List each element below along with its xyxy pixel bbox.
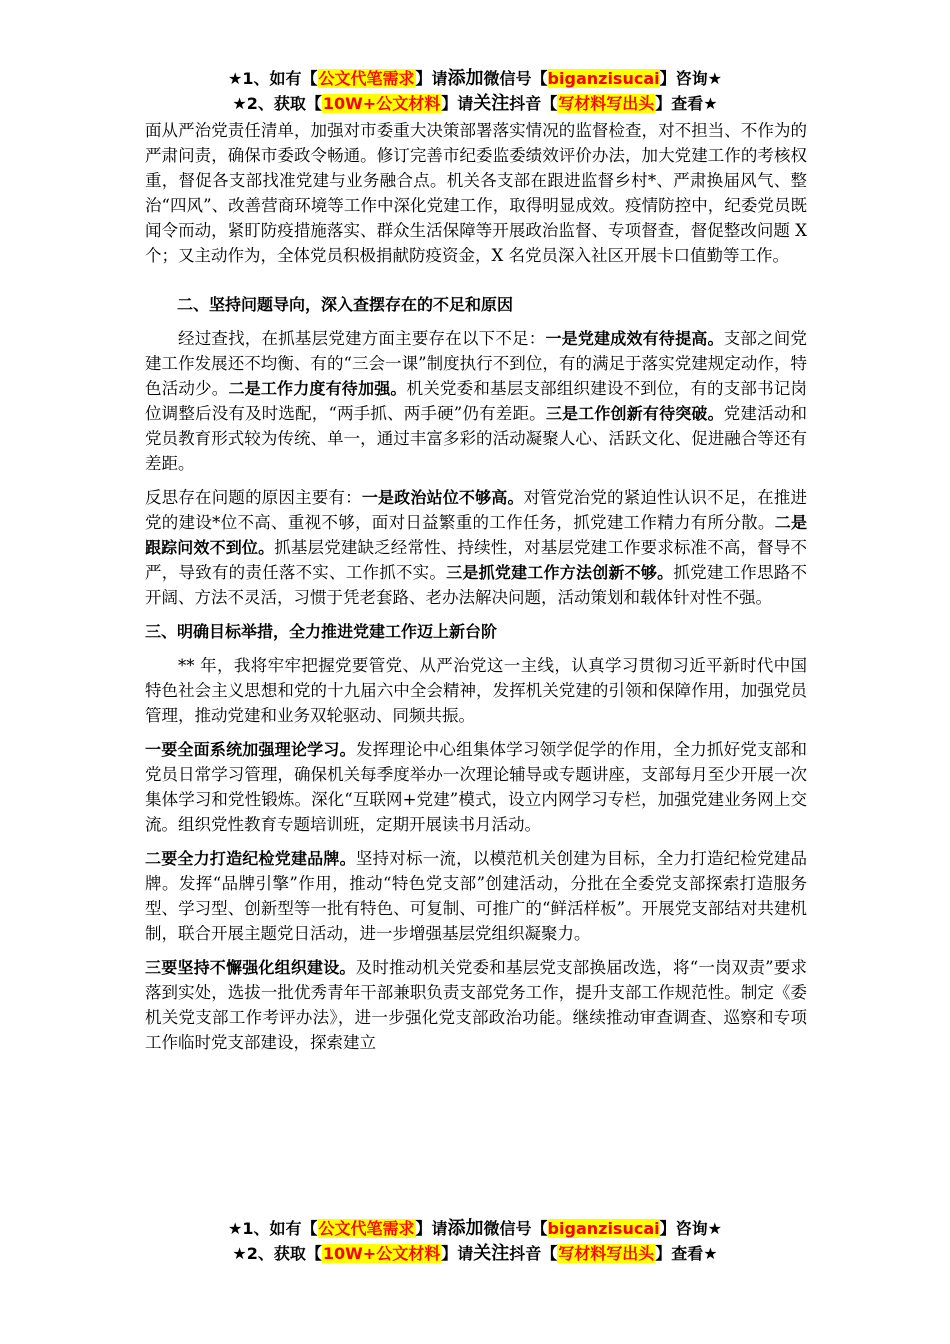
bottom-banner: [0, 1216, 950, 1266]
text: 经过查找，在抓基层党建方面主要存在以下不足：: [178, 329, 546, 348]
highlight-douyin: 写材料写出头: [558, 94, 655, 113]
highlight-wechat-id: biganzisucai: [547, 69, 660, 88]
banner-text: 】请: [415, 69, 448, 88]
banner-line-2: [0, 91, 950, 116]
top-banner: [0, 66, 950, 116]
banner-text: 】请: [415, 1219, 448, 1238]
bold-point: 二是工作力度有待加强。: [228, 379, 407, 398]
bold-point: 一要全面系统加强理论学习。: [145, 740, 356, 759]
text: 党建活动和党员教育形式较为传统、单一，通过丰富多彩的活动凝聚人心、活跃文化、促进融合等还有差距。: [145, 404, 808, 473]
banner-emphasis: 关注: [473, 93, 510, 114]
paragraph-4: ** 年，我将牢牢把握党要管党、从严治党这一主线，认真学习贯彻习近平新时代中国特色社会主义思想和党的十九届六中全会精神，发挥机关党建的引领和保障作用，加强党员管理，推动党建和业务双轮驱动、同频共振。: [145, 656, 807, 725]
paragraph-6: [145, 846, 807, 946]
section-heading-2: 二、坚持问题导向，深入查摆存在的不足和原因: [177, 295, 514, 314]
banner-text: 抖音【: [509, 94, 558, 113]
bold-point: 一是政治站位不够高。: [361, 488, 524, 507]
banner-line-2: [0, 1241, 950, 1266]
banner-text: ★2、获取【: [232, 1244, 322, 1263]
banner-text: 微信号【: [483, 69, 548, 88]
text: 反思存在问题的原因主要有：: [145, 488, 362, 507]
text: 发挥理论中心组集体学习领学促学的作用，全力抓好党支部和党员日常学习管理，确保机关每季度举办一次理论辅导或专题讲座，支部每月至少开展一次集体学习和党性锻炼。深化“互联网+党建”模式，设立内网学习专栏，加强党建业务网上交流。组织党性教育专题培训班，定期开展读书月活动。: [145, 740, 808, 834]
highlight-douyin: 写材料写出头: [558, 1244, 655, 1263]
banner-text: 】查看★: [655, 94, 718, 113]
banner-line-1: [0, 66, 950, 91]
paragraph-2: [145, 326, 807, 476]
banner-text: ★1、如有【: [228, 69, 318, 88]
banner-text: ★2、获取【: [232, 94, 322, 113]
highlight-materials: 10W+公文材料: [322, 1244, 441, 1263]
banner-text: 抖音【: [509, 1244, 558, 1263]
banner-text: 】查看★: [655, 1244, 718, 1263]
bold-point: 三是工作创新有待突破。: [545, 404, 724, 423]
banner-text: 】咨询★: [659, 1219, 722, 1238]
document-body: [145, 118, 807, 1055]
highlight-ghostwriting: 公文代笔需求: [318, 69, 415, 88]
paragraph-7: [145, 955, 807, 1055]
banner-line-1: [0, 1216, 950, 1241]
text: 对管党治党的紧迫性认识不足，在推进党的建设*位不高、重视不够，面对日益繁重的工作任务，抓党建工作精力有所分散。: [145, 488, 807, 532]
bold-point: 一是党建成效有待提高。: [545, 329, 724, 348]
banner-text: 】请: [441, 94, 474, 113]
bold-point: 二是跟踪问效不到位。: [145, 513, 807, 557]
text: 支部之间党建工作发展还不均衡、有的“三会一课”制度执行不到位，有的满足于落实党建规定动作，特色活动少。: [145, 329, 807, 398]
banner-text: 】咨询★: [659, 69, 722, 88]
section-heading-3: 三、明确目标举措，全力推进党建工作迈上新台阶: [145, 622, 498, 641]
highlight-ghostwriting: 公文代笔需求: [318, 1219, 415, 1238]
highlight-materials: 10W+公文材料: [322, 94, 441, 113]
text: 抓基层党建缺乏经常性、持续性，对基层党建工作要求标准不高，督导不严，导致有的责任落不实、工作抓不实。: [145, 538, 807, 582]
paragraph-5: [145, 737, 807, 837]
bold-point: 三要坚持不懈强化组织建设。: [145, 958, 356, 977]
bold-point: 三是抓党建工作方法创新不够。: [446, 563, 674, 582]
text: 抓党建工作思路不开阔、方法不灵活，习惯于凭老套路、老办法解决问题，活动策划和载体针对性不强。: [145, 563, 808, 607]
banner-emphasis: 添加: [447, 68, 484, 89]
banner-emphasis: 关注: [473, 1243, 510, 1264]
banner-text: 】请: [441, 1244, 474, 1263]
paragraph-1: 面从严治党责任清单，加强对市委重大决策部署落实情况的监督检查，对不担当、不作为的严肃问责，确保市委政令畅通。修订完善市纪委监委绩效评价办法，加大党建工作的考核权重，督促各支部找准党建与业务融合点。机关各支部在跟进监督乡村*、严肃换届风气、整治“四风”、改善营商环境等工作中深化党建工作，取得明显成效。疫情防控中，纪委党员既闻令而动，紧盯防疫措施落实、群众生活保障等开展政治监督、专项督查，督促整改问题 X 个；又主动作为，全体党员积极捐献防疫资金，X 名党员深入社区开展卡口值勤等工作。: [145, 121, 807, 265]
banner-text: ★1、如有【: [228, 1219, 318, 1238]
text: 及时推动机关党委和基层党支部换届改选，将“一岗双责”要求落到实处，选拔一批优秀青年干部兼职负责支部党务工作，提升支部工作规范性。制定《委机关党支部工作考评办法》，进一步强化党支部政治功能。继续推动审查调查、巡察和专项工作临时党支部建设，探索建立: [145, 958, 807, 1052]
text: 坚持对标一流，以模范机关创建为目标，全力打造纪检党建品牌。发挥“品牌引擎”作用，推动“特色党支部”创建活动，分批在全委党支部探索打造服务型、学习型、创新型等一批有特色、可复制、可推广的“鲜活样板”。开展党支部结对共建机制，联合开展主题党日活动，进一步增强基层党组织凝聚力。: [145, 849, 808, 943]
paragraph-3: [145, 485, 807, 610]
text: 机关党委和基层支部组织建设不到位，有的支部书记岗位调整后没有及时选配，“两手抓、两手硬”仍有差距。: [145, 379, 808, 423]
bold-point: 二要全力打造纪检党建品牌。: [145, 849, 356, 868]
highlight-wechat-id: biganzisucai: [547, 1219, 660, 1238]
banner-text: 微信号【: [483, 1219, 548, 1238]
banner-emphasis: 添加: [447, 1218, 484, 1239]
